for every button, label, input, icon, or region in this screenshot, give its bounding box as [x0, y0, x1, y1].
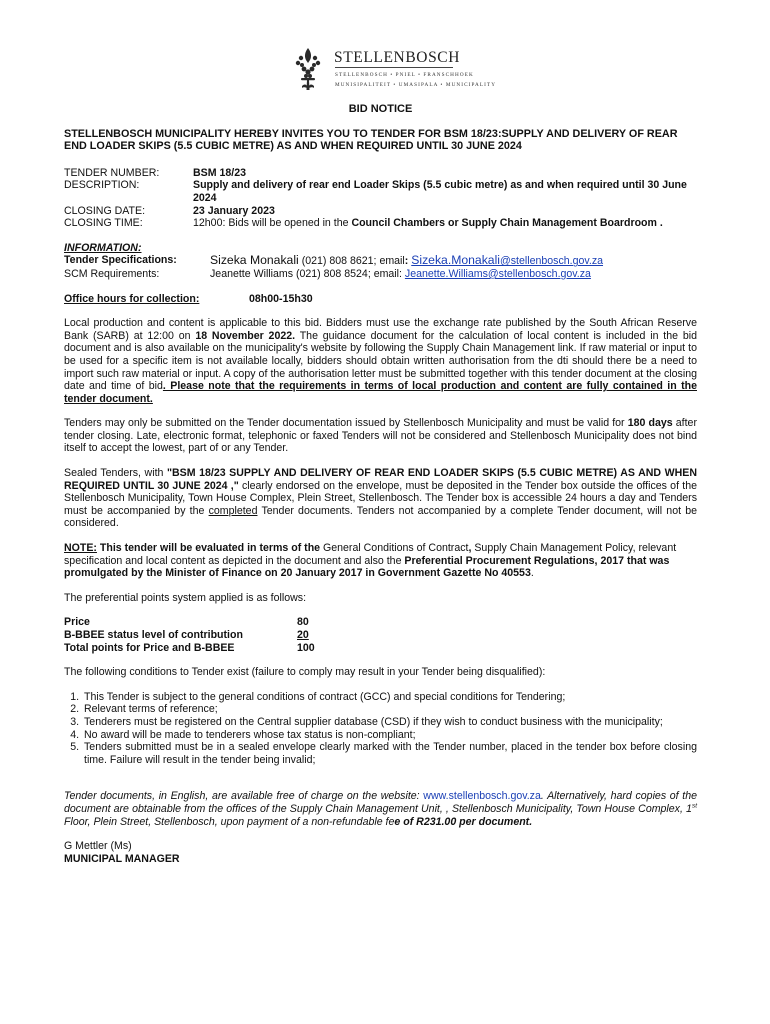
note-bold-1: This tender will be evaluated in terms of the — [96, 542, 321, 555]
scm-email-link[interactable]: Jeanette.Williams@stellenbosch.gov.za — [404, 267, 591, 280]
closing-time-place: Council Chambers or Supply Chain Management Boardroom — [351, 217, 657, 230]
office-hours-value: 08h00-15h30 — [249, 292, 313, 305]
local-text-1: Local production and content is applicable to this bid. Bidders must use the exchange rate published by the South African Reserve Bank (SARB) at 12:00 on — [64, 317, 697, 342]
sealed-tenders-paragraph — [64, 467, 697, 530]
scm-contact — [210, 268, 697, 281]
local-note: . Please note that the requirements in terms of local production and content are fully contained in the tender document. — [64, 380, 697, 405]
docs-fee: e of R231.00 per document. — [394, 815, 533, 828]
information-heading: INFORMATION: — [64, 241, 142, 254]
description-value: Supply and delivery of rear end Loader Skips (5.5 cubic metre) as and when required until 30 June 2024 — [193, 179, 687, 204]
logo-divider — [335, 67, 453, 68]
logo-name: STELLENBOSCH — [334, 49, 461, 66]
note-text-1: General Conditions of Contract — [320, 542, 469, 555]
docs-text-2: . Alternatively, hard copies of the document are obtainable from the offices of the Supply Chain Management Unit, , Stellenbosch Municipality, Town House Complex, 1 — [64, 790, 698, 815]
information-section — [64, 242, 697, 281]
evaluation-note-paragraph — [64, 542, 697, 580]
signatory-name: G Mettler (Ms) — [64, 840, 132, 853]
valid-text-1: Tenders may only be submitted on the Tender documentation issued by Stellenbosch Municipality and must be valid for — [64, 417, 628, 430]
spec-email-domain: @stellenbosch.gov.za — [500, 255, 604, 268]
closing-time-text: 12h00: Bids will be opened in the — [193, 217, 352, 230]
logo-subtitle-towns: STELLENBOSCH • PNIEL • FRANSCHHOEK — [335, 72, 474, 78]
closing-time-end: . — [656, 217, 663, 230]
conditions-intro: The following conditions to Tender exist (failure to comply may result in your Tender being disqualified): — [64, 666, 546, 679]
sealed-text-3: Tender documents. Tenders not accompanied by a complete Tender document, will not be considered. — [64, 504, 698, 530]
spec-email-link[interactable] — [411, 255, 603, 267]
points-bbbee-label: B-BBEE status level of contribution — [64, 629, 243, 641]
municipality-logo — [290, 46, 497, 94]
closing-time-value — [193, 217, 697, 230]
points-price-value: 80 — [297, 616, 309, 629]
docs-text-1: Tender documents, in English, are available free of charge on the website: — [64, 790, 424, 803]
note-end: . — [530, 567, 534, 580]
spec-colon: : — [404, 255, 412, 268]
fleur-de-lis-crest-icon — [290, 46, 326, 92]
tender-number-label: TENDER NUMBER: — [64, 166, 160, 179]
points-table — [64, 616, 697, 654]
local-text-2: The guidance document for the calculation of local content is included in the bid document and is also available on the municipality's website by following the Supply Chain Management link. If raw material or input to be used for a specific item is not available locally, bidders should obtain written authorisation from the dti should there be a need to import such raw material or input. A copy of the authorisation letter must be submitted together with this tender document at the closing date and time of bid — [64, 329, 697, 393]
website-link[interactable]: www.stellenbosch.gov.za — [423, 790, 541, 803]
logo-subtitle-languages: MUNISIPALITEIT • UMASIPALA • MUNICIPALITY — [335, 82, 497, 88]
docs-text-3: Floor, Plein Street, Stellenbosch, upon payment of a non-refundable fe — [64, 815, 395, 828]
tender-details — [64, 167, 697, 230]
note-bold-2: Preferential Procurement Regulations, 2017 that was promulgated by the Minister of Finance on 20 January 2017 in Government Gazette No 40553 — [64, 554, 670, 580]
local-date: 18 November 2022. — [195, 329, 296, 342]
scm-label: SCM Requirements: — [64, 267, 160, 280]
docs-superscript: st — [691, 802, 697, 810]
spec-contact — [210, 254, 697, 268]
signatory-role: MUNICIPAL MANAGER — [64, 852, 180, 865]
valid-text-2: after tender closing. Late, electronic format, telephonic or faxed Tenders will not be considered and Stellenbosch Municipality does not bind itself to accept the lowest, part of or any Tender. — [64, 417, 697, 455]
local-content-paragraph — [64, 317, 697, 405]
note-label: NOTE: — [64, 542, 97, 555]
list-item: 3. Tenderers must be registered on the Central supplier database (CSD) if they wish to conduct business with the municipality; — [82, 716, 697, 729]
list-item: 1. This Tender is subject to the general conditions of contract (GCC) and special conditions for Tendering; — [82, 691, 697, 704]
office-hours — [64, 293, 697, 306]
sealed-completed: completed — [208, 504, 258, 517]
note-text-2: Supply Chain Management Policy, relevant specification and local content as depicted in the document and also the — [64, 542, 677, 567]
tender-number-value: BSM 18/23 — [193, 166, 246, 179]
points-intro: The preferential points system applied is as follows: — [64, 591, 307, 604]
description-label: DESCRIPTION: — [64, 179, 140, 192]
validity-paragraph — [64, 417, 697, 455]
conditions-list — [64, 691, 697, 767]
sealed-quote: "BSM 18/23 SUPPLY AND DELIVERY OF REAR END LOADER SKIPS (5.5 CUBIC METRE) AS AND WHEN REQUIRED UNTIL 30 JUNE 2024 ," — [64, 467, 697, 492]
list-item: 2. Relevant terms of reference; — [82, 703, 697, 716]
points-total-value: 100 — [297, 641, 315, 654]
notice-content — [64, 103, 697, 865]
spec-contact-name: Sizeka Monakali — [210, 253, 299, 268]
note-comma: , — [468, 542, 472, 555]
valid-days: 180 days — [627, 417, 673, 430]
closing-date-label: CLOSING DATE: — [64, 204, 146, 217]
points-price-label: Price — [64, 616, 90, 629]
signature-block — [64, 840, 697, 865]
closing-time-label: CLOSING TIME: — [64, 217, 143, 230]
spec-email-user: Sizeka.Monakali — [411, 253, 500, 268]
office-hours-label: Office hours for collection: — [64, 292, 200, 305]
documents-availability-paragraph — [64, 790, 697, 828]
list-item: 5. Tenders submitted must be in a sealed envelope clearly marked with the Tender number, placed in the tender box before closing time. Failure will result in the tender being invalid; — [82, 741, 697, 766]
notice-title: BID NOTICE — [348, 103, 413, 115]
closing-date-value: 23 January 2023 — [193, 204, 275, 217]
list-item: 4. No award will be made to tenderers whose tax status is non-compliant; — [82, 729, 697, 742]
spec-contact-phone: (021) 808 8621; email — [298, 255, 405, 268]
sealed-text-2: clearly endorsed on the envelope, must be deposited in the Tender box outside the offices of the Stellenbosch Municipality, Town House Complex, Plein Street, Stellenbosch. The Tender box is accessible 24 hours a day and Tenders must be accompanied by the — [64, 479, 697, 517]
spec-label: Tender Specifications: — [64, 254, 177, 267]
points-bbbee-value: 20 — [297, 629, 309, 641]
sealed-text-1: Sealed Tenders, with — [64, 467, 167, 480]
points-total-label: Total points for Price and B-BBEE — [64, 641, 235, 654]
notice-headline: STELLENBOSCH MUNICIPALITY HEREBY INVITES YOU TO TENDER FOR BSM 18/23:SUPPLY AND DELIVERY OF REAR END LOADER SKIPS (5.5 CUBIC METRE) AS AND WHEN REQUIRED UNTIL 30 JUNE 2024 — [64, 127, 678, 153]
scm-contact-text: Jeanette Williams (021) 808 8524; email: — [210, 267, 405, 280]
